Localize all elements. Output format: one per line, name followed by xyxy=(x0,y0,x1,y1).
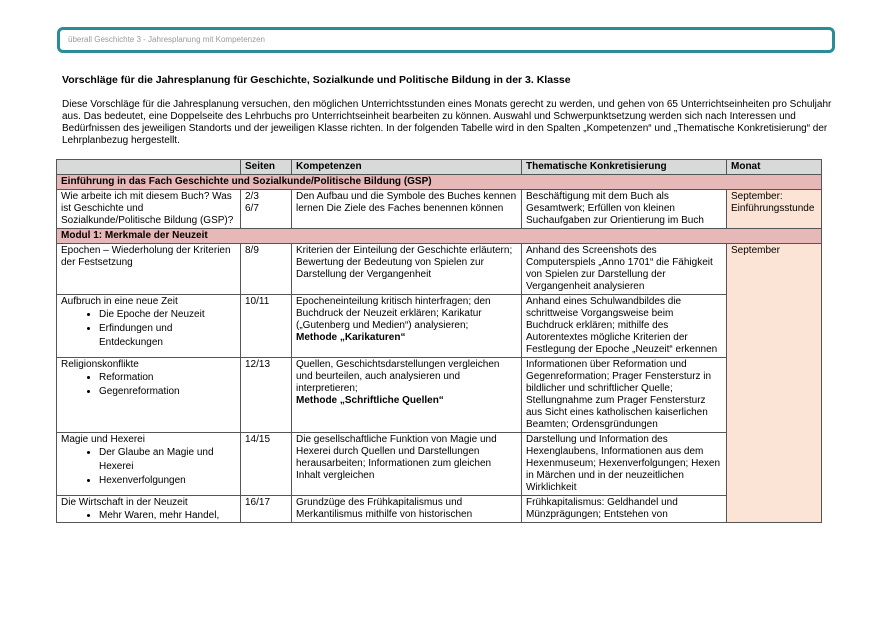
table-header-row xyxy=(57,160,822,175)
cell-month: September: Einführungsstunde xyxy=(727,190,822,229)
cell-competences xyxy=(292,496,522,523)
table-row xyxy=(57,244,822,295)
list-item: • Reformation xyxy=(99,371,236,385)
concretization-text: Frühkapitalismus: Geldhandel und Münzprägungen; Entstehen von xyxy=(526,497,678,520)
list-item: • Mehr Waren, mehr Handel, xyxy=(99,509,236,523)
section-row xyxy=(57,175,822,190)
topic-title: Magie und Hexerei xyxy=(61,434,145,445)
topic-bullets xyxy=(61,371,236,399)
cell-topic xyxy=(57,433,241,496)
topic-title: Aufbruch in eine neue Zeit xyxy=(61,296,178,307)
list-item: • Der Glaube an Magie und Hexerei xyxy=(99,446,236,474)
topic-title: Religionskonflikte xyxy=(61,359,139,370)
document-header-box xyxy=(57,27,835,53)
cell-concretization: Informationen über Reformation und Gegenreformation; Prager Fenstersturz in bildlicher und schriftlicher Quelle; Stellungnahme zum Prager Fenstersturz aus Sicht eines katholischen kaiserlichen Beamten; Ordensgründungen xyxy=(522,358,727,433)
header-concretization: Thematische Konkretisierung xyxy=(522,160,727,175)
table-row xyxy=(57,190,822,229)
section-row xyxy=(57,229,822,244)
cell-pages: 2/3 6/7 xyxy=(241,190,292,229)
topic-bullets xyxy=(61,509,236,523)
cell-concretization: Beschäftigung mit dem Buch als Gesamtwerk; Erfüllen von kleinen Suchaufgaben zur Orientierung im Buch xyxy=(522,190,727,229)
cell-pages: 14/15 xyxy=(241,433,292,496)
header-competences: Kompetenzen xyxy=(292,160,522,175)
cell-topic xyxy=(57,358,241,433)
cell-competences: Die gesellschaftliche Funktion von Magie und Hexerei durch Quellen und Darstellungen herausarbeiten; Informationen zum gleichen Inhalt vergleichen xyxy=(292,433,522,496)
intro-paragraph: Diese Vorschläge für die Jahresplanung versuchen, den möglichen Unterrichtsstunden eines Monats gerecht zu werden, und gehen von 65 Unterrichtseinheiten pro Schuljahr aus. Das bedeutet, eine Doppelseite des Lehrbuchs pro Unterrichtseinheit bearbeiten zu können. Auswahl und Schwerpunktsetzung werden sich nach Interessen und Bedürfnissen des jeweiligen Standorts und der jeweiligen Klasse richten. In der folgenden Tabelle wird in den Spalten „Kompetenzen“ und „Thematische Konkretisierung“ der Lehrplanbezug hergestellt. xyxy=(62,99,832,146)
cell-pages: 16/17 xyxy=(241,496,292,523)
list-item: • Erfindungen und Entdeckungen xyxy=(99,322,236,350)
table-row xyxy=(57,433,822,496)
cell-pages: 10/11 xyxy=(241,295,292,358)
list-item: • Gegenreformation xyxy=(99,385,236,399)
competences-text: Grundzüge des Frühkapitalismus und Merkantilismus mithilfe von historischen xyxy=(296,497,473,520)
cell-competences xyxy=(292,358,522,433)
topic-bullets xyxy=(61,446,236,488)
cell-concretization: Darstellung und Information des Hexenglaubens, Informationen aus dem Hexenmuseum; Hexenverfolgungen; Hexen in Märchen und in der neuzeitlichen Wirklichkeit xyxy=(522,433,727,496)
cell-topic xyxy=(57,496,241,523)
cell-competences xyxy=(292,295,522,358)
method-label: Methode „Schriftliche Quellen“ xyxy=(296,395,444,406)
annual-plan-table xyxy=(56,159,822,523)
header-topic xyxy=(57,160,241,175)
header-pages: Seiten xyxy=(241,160,292,175)
document-header-text: überall Geschichte 3 - Jahresplanung mit Kompetenzen xyxy=(68,35,265,44)
cell-concretization: Anhand eines Schulwandbildes die schrittweise Vorgangsweise beim Buchdruck erklären; mithilfe des Autorentextes mögliche Kriterien der Festlegung der Epoche „Neuzeit“ erkennen xyxy=(522,295,727,358)
cell-concretization xyxy=(522,496,727,523)
cell-pages: 8/9 xyxy=(241,244,292,295)
page-title: Vorschläge für die Jahresplanung für Geschichte, Sozialkunde und Politische Bildung in der 3. Klasse xyxy=(62,74,571,86)
cell-topic: Epochen – Wiederholung der Kriterien der Festsetzung xyxy=(57,244,241,295)
header-month: Monat xyxy=(727,160,822,175)
cell-competences: Kriterien der Einteilung der Geschichte erläutern; Bewertung der Bedeutung von Spielen zur Darstellung der Vergangenheit xyxy=(292,244,522,295)
section-title: Modul 1: Merkmale der Neuzeit xyxy=(57,229,822,244)
cell-month: September xyxy=(727,244,822,523)
competences-text: Epocheneinteilung kritisch hinterfragen; den Buchdruck der Neuzeit erklären; Karikatur („Gutenberg und Medien“) analysieren; xyxy=(296,296,491,331)
list-item: • Die Epoche der Neuzeit xyxy=(99,308,236,322)
cell-topic: Wie arbeite ich mit diesem Buch? Was ist Geschichte und Sozialkunde/Politische Bildung (GSP)? xyxy=(57,190,241,229)
method-label: Methode „Karikaturen“ xyxy=(296,332,406,343)
table-row xyxy=(57,496,822,523)
competences-text: Quellen, Geschichtsdarstellungen vergleichen und beurteilen, auch analysieren und interpretieren; xyxy=(296,359,500,394)
topic-bullets xyxy=(61,308,236,350)
cell-topic xyxy=(57,295,241,358)
cell-concretization: Anhand des Screenshots des Computerspiels „Anno 1701“ die Fähigkeit von Spielen zur Darstellung der Vergangenheit analysieren xyxy=(522,244,727,295)
table-row xyxy=(57,358,822,433)
section-title: Einführung in das Fach Geschichte und Sozialkunde/Politische Bildung (GSP) xyxy=(57,175,822,190)
cell-pages: 12/13 xyxy=(241,358,292,433)
topic-title: Die Wirtschaft in der Neuzeit xyxy=(61,497,188,508)
table-row xyxy=(57,295,822,358)
cell-competences: Den Aufbau und die Symbole des Buches kennen lernen Die Ziele des Faches benennen können xyxy=(292,190,522,229)
list-item: • Hexenverfolgungen xyxy=(99,474,236,488)
